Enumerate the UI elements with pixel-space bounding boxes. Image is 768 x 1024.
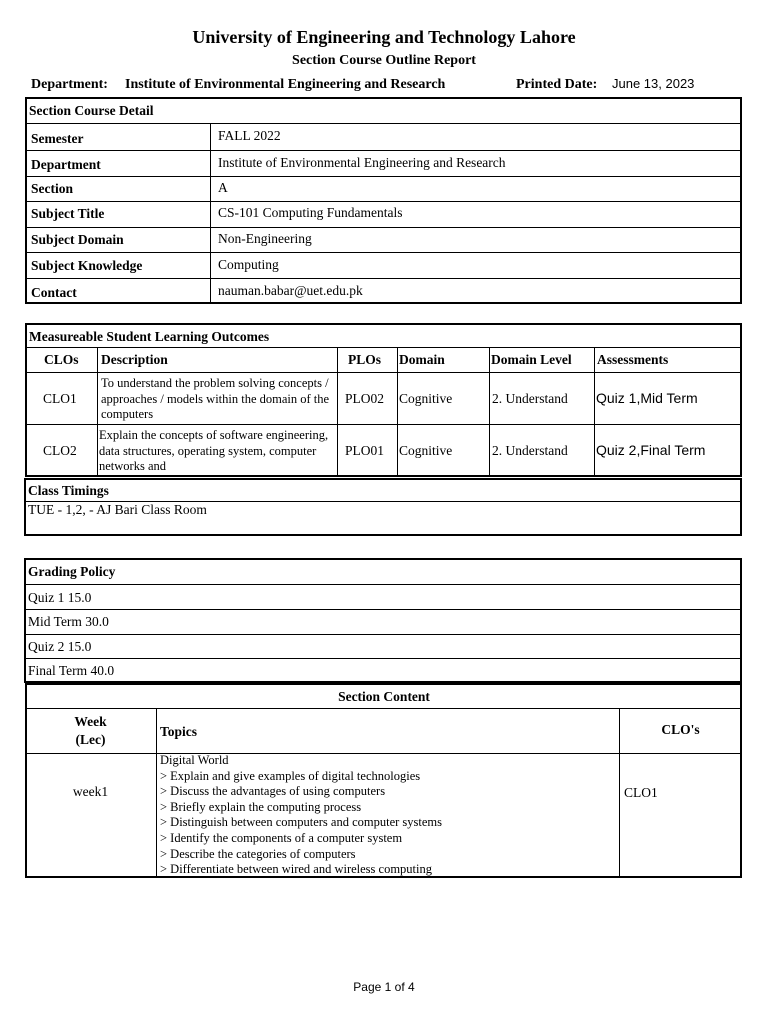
topic-line: > Identify the components of a computer system [160, 830, 403, 845]
department-label: Department: [31, 77, 108, 92]
semester-value: FALL 2022 [218, 128, 281, 143]
section-content-heading: Section Content [338, 689, 430, 704]
subject-title-value: CS-101 Computing Fundamentals [218, 205, 403, 220]
report-title: Section Course Outline Report [292, 53, 476, 68]
week-cell: week1 [72, 784, 109, 799]
col-domain-level: Domain Level [491, 352, 572, 367]
subject-knowledge-value: Computing [218, 257, 279, 272]
clo1-domain: Cognitive [399, 391, 453, 406]
grading-item: Quiz 2 15.0 [28, 639, 92, 654]
topic-line: > Explain and give examples of digital technologies [160, 768, 421, 783]
col-description: Description [101, 352, 168, 367]
printed-date-value: June 13, 2023 [612, 76, 695, 91]
printed-date-label: Printed Date: [516, 77, 598, 92]
topic-line: > Describe the categories of computers [160, 846, 356, 861]
clo2-description: Explain the concepts of software engineering, data structures, operating system, computer networks and [99, 428, 329, 473]
clo2-domain: Cognitive [399, 443, 453, 458]
grading-item: Final Term 40.0 [28, 663, 115, 678]
outcomes-heading: Measureable Student Learning Outcomes [29, 329, 270, 344]
week-clo: CLO1 [624, 785, 658, 800]
page-number: Page 1 of 4 [353, 980, 415, 994]
col-assessments: Assessments [597, 352, 669, 367]
grading-item: Mid Term 30.0 [28, 614, 109, 629]
contact-label: Contact [31, 285, 77, 300]
subject-knowledge-label: Subject Knowledge [31, 258, 143, 273]
subject-domain-label: Subject Domain [31, 232, 124, 247]
subject-domain-value: Non-Engineering [218, 231, 312, 246]
section-value: A [218, 180, 228, 195]
department-row-label: Department [31, 157, 101, 172]
semester-label: Semester [31, 131, 84, 146]
col-domain: Domain [399, 352, 445, 367]
class-timings-value: TUE - 1,2, - AJ Bari Class Room [28, 502, 207, 517]
course-detail-heading: Section Course Detail [29, 103, 154, 118]
col-plos: PLOs [348, 352, 382, 367]
col-topics: Topics [160, 724, 198, 739]
topic-line: Digital World [160, 753, 229, 767]
col-week-line2: (Lec) [75, 732, 106, 747]
section-label: Section [31, 181, 73, 196]
topic-line: > Discuss the advantages of using computers [160, 784, 386, 799]
subject-title-label: Subject Title [31, 206, 105, 221]
grading-heading: Grading Policy [28, 564, 116, 579]
clo2-id: CLO2 [43, 443, 77, 458]
grading-item: Quiz 1 15.0 [28, 590, 92, 605]
clo1-id: CLO1 [43, 391, 77, 406]
department-value: Institute of Environmental Engineering and Research [125, 77, 446, 92]
clo1-assessments: Quiz 1,Mid Term [596, 390, 698, 406]
clo1-plo: PLO02 [345, 391, 385, 406]
class-timings-heading: Class Timings [28, 483, 109, 498]
topics-list [160, 753, 442, 878]
topic-line: > Distinguish between computers and computer systems [160, 815, 443, 830]
clo1-level: 2. Understand [492, 391, 568, 406]
col-clos-content: CLO's [661, 722, 700, 737]
clo2-level: 2. Understand [492, 443, 568, 458]
clo1-description: To understand the problem solving concepts / approaches / models within the domain of the computers [101, 376, 330, 421]
contact-value[interactable]: nauman.babar@uet.edu.pk [218, 283, 363, 298]
col-clos: CLOs [44, 352, 79, 367]
clo2-plo: PLO01 [345, 443, 385, 458]
topic-line: > Briefly explain the computing process [160, 799, 362, 814]
clo2-assessments: Quiz 2,Final Term [596, 442, 706, 458]
col-week-line1: Week [74, 714, 107, 729]
topic-line: > Differentiate between wired and wireless computing [160, 862, 433, 877]
university-title: University of Engineering and Technology Lahore [192, 27, 576, 47]
department-row-value: Institute of Environmental Engineering and Research [218, 155, 506, 170]
